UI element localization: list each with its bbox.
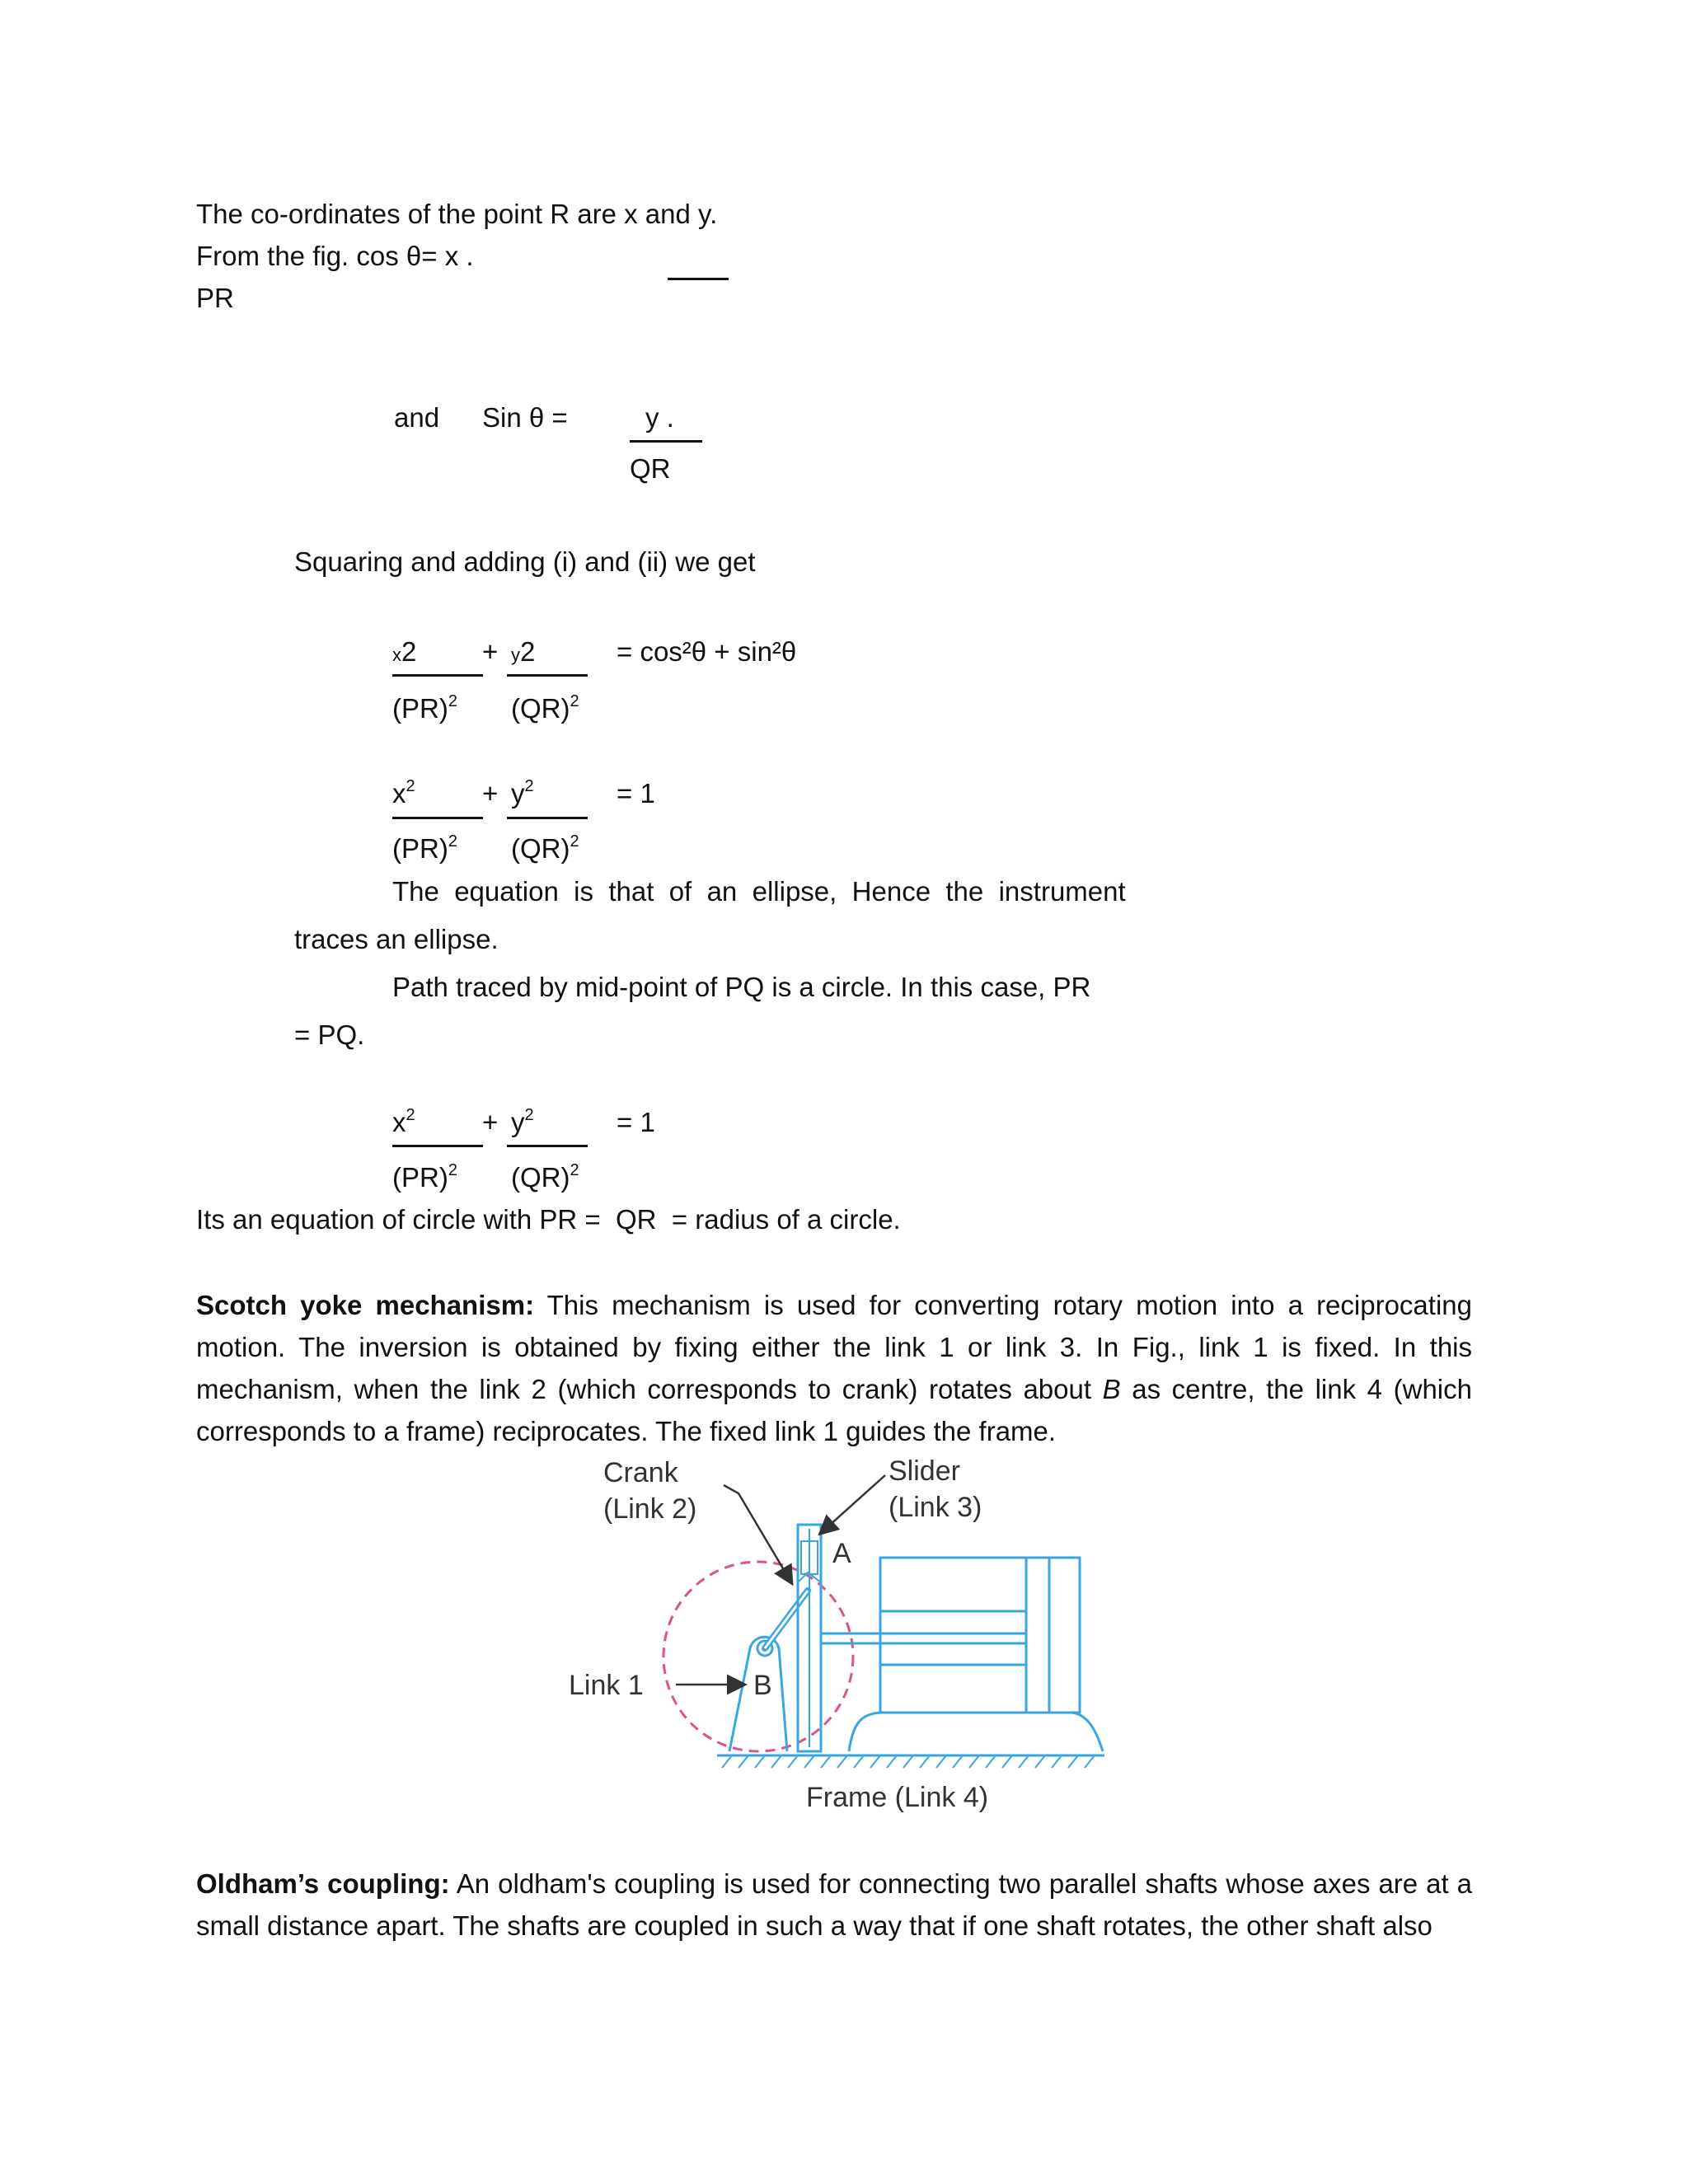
path-text-1: Path traced by mid-point of PQ is a circle. In this case, PR bbox=[392, 972, 1091, 1002]
ellipse-text-1: The equation is that of an ellipse, Hence the instrument bbox=[392, 876, 1126, 907]
fraction-bar bbox=[392, 1145, 483, 1147]
crank-arrow bbox=[724, 1485, 791, 1582]
circle-text: Its an equation of circle with PR = QR = radius of a circle. bbox=[196, 1204, 901, 1235]
eq2-y-numerator: $y^2$ bbox=[511, 777, 534, 808]
crank-path-circle bbox=[663, 1562, 853, 1751]
eq2-plus: + bbox=[482, 778, 499, 808]
crank-link-label: (Link 2) bbox=[603, 1493, 697, 1525]
and-word: and bbox=[394, 402, 440, 433]
fraction-bar bbox=[507, 1145, 588, 1147]
y-numerator: y . bbox=[645, 402, 674, 433]
eq1-x-numerator: x2 bbox=[392, 636, 417, 667]
eq3-plus: + bbox=[482, 1107, 499, 1137]
ellipse-text-2: traces an ellipse. bbox=[294, 924, 499, 954]
qr-denominator: QR bbox=[630, 453, 671, 484]
pr-denominator: PR bbox=[196, 283, 234, 313]
sin-lhs: Sin θ = bbox=[482, 402, 568, 433]
fraction-bar bbox=[507, 817, 588, 819]
fraction-bar bbox=[668, 278, 729, 280]
eq1-plus: + bbox=[482, 636, 499, 667]
eq2-x-numerator: $x^2$ bbox=[392, 777, 415, 808]
scotch-yoke-heading: Scotch yoke mechanism: bbox=[196, 1290, 535, 1320]
eq3-y-numerator: $y^2$ bbox=[511, 1106, 534, 1137]
fraction-bar bbox=[507, 674, 588, 677]
slider-link-label: (Link 3) bbox=[889, 1492, 982, 1523]
point-b-label: B bbox=[753, 1670, 772, 1701]
coordinates-line: The co-ordinates of the point R are x and y. bbox=[196, 199, 718, 229]
frame-label: Frame (Link 4) bbox=[806, 1782, 989, 1813]
eq1-denominator-pr: (PR)$^2$ bbox=[392, 692, 457, 724]
slider-arrow bbox=[821, 1475, 885, 1533]
squaring-line: Squaring and adding (i) and (ii) we get bbox=[294, 546, 756, 577]
eq3-rhs: = 1 bbox=[617, 1107, 655, 1137]
eq2-denominator-qr: (QR)$^2$ bbox=[511, 832, 579, 864]
crank-label: Crank bbox=[603, 1457, 678, 1488]
scotch-yoke-figure bbox=[544, 1451, 1137, 1813]
link1-label: Link 1 bbox=[569, 1670, 644, 1701]
eq1-y-numerator: y2 bbox=[511, 636, 536, 667]
eq3-x-numerator: $x^2$ bbox=[392, 1106, 415, 1137]
eq1-denominator-qr: (QR)$^2$ bbox=[511, 692, 579, 724]
eq3-denominator-qr: (QR)$^2$ bbox=[511, 1161, 579, 1193]
frame-base bbox=[849, 1713, 1103, 1751]
oldham-heading: Oldham’s coupling: bbox=[196, 1868, 450, 1899]
from-fig-line: From the fig. cos θ= x . bbox=[196, 241, 474, 271]
slider-label: Slider bbox=[889, 1455, 960, 1487]
eq3-denominator-pr: (PR)$^2$ bbox=[392, 1161, 457, 1193]
fraction-bar bbox=[392, 674, 483, 677]
fraction-bar bbox=[392, 817, 483, 819]
scotch-yoke-paragraph: Scotch yoke mechanism: This mechanism is used for converting rotary motion into a reciprocating motion. The inversion is obtained by fixing either the link 1 or link 3. In Fig., link 1 is fixed. In this mechanism, when the link 2 (which corresponds to crank) rotates about B as centre, the link 4 (which corresponds to a frame) reciprocates. The fixed link 1 guides the frame. bbox=[196, 1290, 1472, 1446]
fraction-bar bbox=[630, 440, 702, 443]
oldham-paragraph: Oldham’s coupling: An oldham's coupling is used for connecting two parallel shafts whose axes are at a small distance apart. The shafts are coupled in such a way that if one shaft rotates, the other shaft also bbox=[196, 1868, 1472, 1941]
eq2-rhs: = 1 bbox=[617, 778, 655, 808]
point-a-label: A bbox=[832, 1538, 851, 1569]
eq2-denominator-pr: (PR)$^2$ bbox=[392, 832, 457, 864]
path-text-2: = PQ. bbox=[294, 1019, 365, 1050]
eq1-rhs: = cos²θ + sin²θ bbox=[617, 636, 797, 667]
ground-hatch bbox=[722, 1755, 1095, 1768]
frame-end-block bbox=[1026, 1558, 1049, 1713]
